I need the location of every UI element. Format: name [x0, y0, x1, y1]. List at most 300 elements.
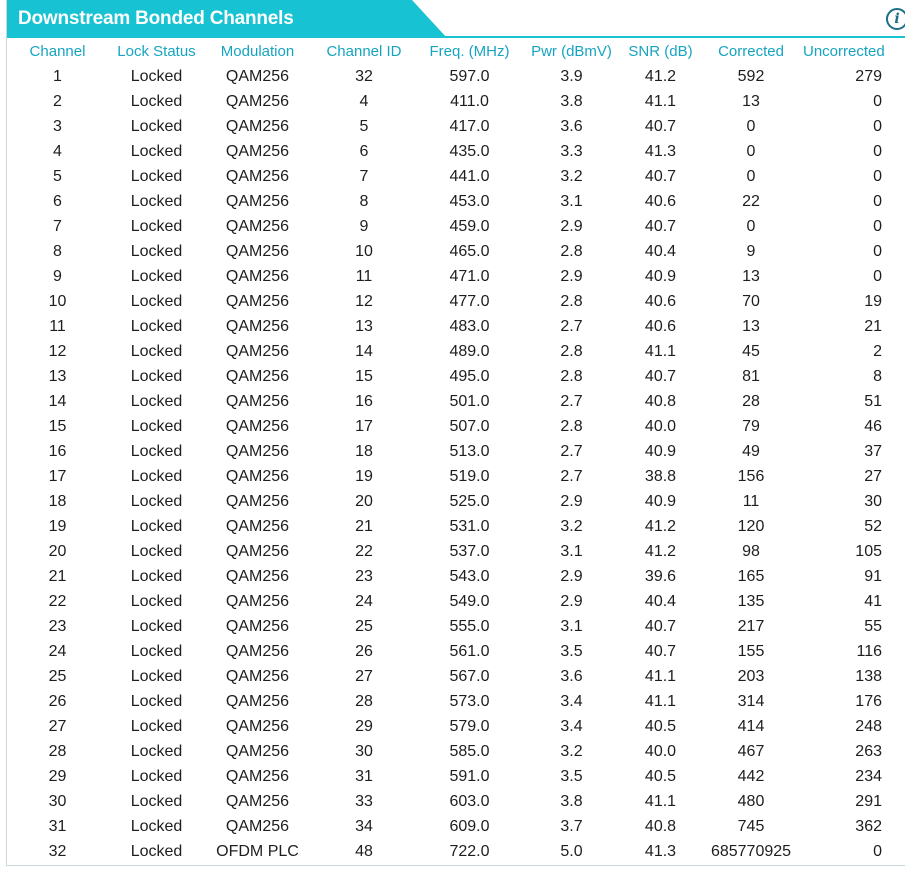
cell-channel-id: 12 — [355, 292, 373, 310]
cell-modulation: QAM256 — [225, 417, 290, 435]
cell-power: 2.7 — [560, 392, 583, 410]
cell-modulation: QAM256 — [225, 667, 290, 685]
cell-snr: 40.7 — [644, 117, 677, 135]
cell-channel: 27 — [48, 717, 67, 735]
cell-modulation: QAM256 — [225, 67, 290, 85]
table-row — [7, 514, 905, 539]
cell-channel-id: 28 — [355, 692, 373, 710]
cell-channel-id: 22 — [355, 542, 373, 560]
cell-modulation: QAM256 — [225, 617, 290, 635]
cell-channel-id: 31 — [355, 767, 373, 785]
cell-channel-id: 13 — [355, 317, 373, 335]
cell-channel-id: 17 — [355, 417, 373, 435]
cell-channel: 10 — [48, 292, 67, 310]
cell-uncorrected: 362 — [855, 817, 882, 835]
cell-power: 3.1 — [560, 617, 583, 635]
cell-uncorrected: 263 — [855, 742, 882, 760]
table-row — [7, 139, 905, 164]
cell-snr: 40.7 — [644, 617, 677, 635]
cell-uncorrected: 279 — [855, 67, 882, 85]
cell-channel-id: 29 — [355, 717, 373, 735]
cell-corrected: 165 — [737, 567, 765, 585]
cell-modulation: QAM256 — [225, 542, 290, 560]
cell-modulation: QAM256 — [225, 217, 290, 235]
cell-channel-id: 32 — [355, 67, 373, 85]
table-row — [7, 239, 905, 264]
cell-frequency: 603.0 — [449, 792, 490, 810]
cell-corrected: 11 — [742, 492, 760, 510]
cell-power: 2.9 — [560, 267, 583, 285]
table-row — [7, 664, 905, 689]
cell-corrected: 414 — [737, 717, 765, 735]
cell-corrected: 13 — [742, 92, 760, 110]
cell-modulation: QAM256 — [225, 117, 290, 135]
cell-frequency: 459.0 — [449, 217, 490, 235]
cell-channel: 26 — [48, 692, 67, 710]
table-row — [7, 839, 905, 865]
cell-power: 3.2 — [560, 167, 583, 185]
cell-snr: 40.5 — [644, 717, 677, 735]
cell-uncorrected: 0 — [873, 117, 882, 135]
cell-lock-status: Locked — [130, 317, 183, 335]
cell-channel-id: 11 — [355, 267, 373, 285]
cell-lock-status: Locked — [130, 342, 183, 360]
cell-frequency: 483.0 — [449, 317, 490, 335]
cell-modulation: QAM256 — [225, 317, 290, 335]
cell-modulation: QAM256 — [225, 367, 290, 385]
cell-modulation: QAM256 — [225, 292, 290, 310]
cell-frequency: 417.0 — [449, 117, 490, 135]
cell-corrected: 480 — [737, 792, 765, 810]
cell-frequency: 507.0 — [449, 417, 490, 435]
cell-lock-status: Locked — [130, 167, 183, 185]
cell-frequency: 573.0 — [449, 692, 490, 710]
cell-power: 5.0 — [560, 843, 583, 860]
cell-lock-status: Locked — [130, 367, 183, 385]
cell-channel-id: 33 — [355, 792, 373, 810]
cell-channel-id: 18 — [355, 442, 373, 460]
cell-snr: 41.1 — [644, 667, 677, 685]
cell-lock-status: Locked — [130, 767, 183, 785]
cell-lock-status: Locked — [130, 467, 183, 485]
cell-channel-id: 26 — [355, 642, 373, 660]
cell-lock-status: Locked — [130, 542, 183, 560]
downstream-panel — [6, 0, 905, 866]
cell-snr: 41.1 — [644, 92, 677, 110]
cell-corrected: 314 — [737, 692, 765, 710]
header-frequency: Freq. (MHz) — [429, 43, 510, 60]
cell-power: 3.4 — [560, 692, 583, 710]
cell-channel: 8 — [53, 242, 62, 260]
table-row — [7, 714, 905, 739]
table-row — [7, 64, 905, 89]
cell-lock-status: Locked — [130, 217, 183, 235]
cell-corrected: 81 — [742, 367, 760, 385]
cell-modulation: QAM256 — [225, 492, 290, 510]
table-row — [7, 389, 905, 414]
cell-frequency: 501.0 — [449, 392, 490, 410]
cell-modulation: OFDM PLC — [216, 843, 299, 860]
cell-channel-id: 20 — [355, 492, 373, 510]
cell-snr: 40.7 — [644, 167, 677, 185]
cell-channel: 25 — [48, 667, 67, 685]
cell-frequency: 477.0 — [449, 292, 490, 310]
cell-corrected: 467 — [737, 742, 765, 760]
cell-channel: 6 — [53, 192, 62, 210]
cell-channel-id: 27 — [355, 667, 373, 685]
cell-frequency: 722.0 — [449, 843, 490, 860]
cell-corrected: 45 — [742, 342, 760, 360]
table-row — [7, 539, 905, 564]
cell-modulation: QAM256 — [225, 817, 290, 835]
cell-frequency: 513.0 — [449, 442, 490, 460]
cell-snr: 40.9 — [644, 492, 677, 510]
table-row — [7, 339, 905, 364]
cell-snr: 38.8 — [644, 467, 677, 485]
cell-power: 2.9 — [560, 217, 583, 235]
cell-frequency: 489.0 — [449, 342, 490, 360]
table-row — [7, 439, 905, 464]
cell-channel-id: 4 — [359, 92, 369, 110]
cell-lock-status: Locked — [130, 267, 183, 285]
cell-channel: 2 — [53, 92, 62, 110]
cell-power: 2.7 — [560, 317, 583, 335]
cell-channel-id: 14 — [355, 342, 373, 360]
cell-corrected: 203 — [737, 667, 765, 685]
cell-frequency: 465.0 — [449, 242, 490, 260]
cell-lock-status: Locked — [130, 292, 183, 310]
table-row — [7, 114, 905, 139]
cell-corrected: 592 — [737, 67, 765, 85]
cell-channel-id: 6 — [359, 142, 369, 160]
cell-corrected: 13 — [742, 267, 760, 285]
cell-modulation: QAM256 — [225, 342, 290, 360]
cell-channel-id: 7 — [359, 167, 369, 185]
cell-modulation: QAM256 — [225, 142, 290, 160]
cell-uncorrected: 0 — [873, 843, 882, 860]
cell-frequency: 411.0 — [450, 92, 489, 110]
table-row — [7, 314, 905, 339]
cell-modulation: QAM256 — [225, 442, 290, 460]
cell-frequency: 567.0 — [449, 667, 490, 685]
cell-modulation: QAM256 — [225, 642, 290, 660]
cell-channel-id: 10 — [355, 242, 373, 260]
cell-channel-id: 21 — [355, 517, 373, 535]
cell-power: 3.2 — [560, 742, 583, 760]
cell-corrected: 135 — [737, 592, 765, 610]
cell-channel: 19 — [48, 517, 67, 535]
header-corrected: Corrected — [718, 43, 784, 60]
header-lock-status: Lock Status — [117, 43, 196, 60]
cell-channel: 12 — [48, 342, 67, 360]
cell-modulation: QAM256 — [225, 392, 290, 410]
cell-frequency: 471.0 — [449, 267, 490, 285]
cell-channel: 32 — [48, 843, 67, 860]
cell-frequency: 519.0 — [449, 467, 490, 485]
cell-channel: 16 — [48, 442, 67, 460]
cell-channel-id: 9 — [359, 217, 369, 235]
cell-corrected: 13 — [742, 317, 760, 335]
cell-uncorrected: 51 — [864, 392, 882, 410]
cell-snr: 40.0 — [644, 742, 677, 760]
table-row — [7, 564, 905, 589]
table-row — [7, 164, 905, 189]
cell-power: 2.9 — [560, 492, 583, 510]
table-row — [7, 489, 905, 514]
cell-channel-id: 23 — [355, 567, 373, 585]
cell-channel-id: 15 — [355, 367, 373, 385]
cell-power: 2.8 — [560, 292, 583, 310]
cell-frequency: 555.0 — [449, 617, 490, 635]
cell-power: 3.9 — [560, 67, 583, 85]
cell-corrected: 70 — [742, 292, 760, 310]
cell-power: 3.1 — [560, 192, 583, 210]
cell-modulation: QAM256 — [225, 167, 290, 185]
table-row — [7, 189, 905, 214]
table-row — [7, 364, 905, 389]
cell-lock-status: Locked — [130, 392, 183, 410]
cell-channel-id: 16 — [355, 392, 373, 410]
cell-uncorrected: 234 — [855, 767, 882, 785]
cell-snr: 40.5 — [644, 767, 677, 785]
cell-lock-status: Locked — [130, 692, 183, 710]
cell-lock-status: Locked — [130, 517, 183, 535]
cell-corrected: 0 — [746, 167, 756, 185]
cell-channel-id: 34 — [355, 817, 373, 835]
table-row — [7, 414, 905, 439]
table-row — [7, 614, 905, 639]
cell-lock-status: Locked — [130, 442, 183, 460]
table-row — [7, 789, 905, 814]
cell-channel-id: 25 — [355, 617, 373, 635]
cell-uncorrected: 21 — [864, 317, 882, 335]
cell-snr: 41.1 — [644, 792, 677, 810]
cell-uncorrected: 0 — [873, 92, 882, 110]
cell-lock-status: Locked — [130, 717, 183, 735]
table-row — [7, 739, 905, 764]
cell-uncorrected: 2 — [873, 342, 882, 360]
cell-modulation: QAM256 — [225, 267, 290, 285]
cell-lock-status: Locked — [130, 667, 183, 685]
cell-power: 3.6 — [560, 117, 583, 135]
cell-snr: 41.1 — [644, 342, 677, 360]
cell-channel-id: 24 — [355, 592, 373, 610]
cell-power: 3.7 — [560, 817, 583, 835]
cell-channel: 29 — [48, 767, 67, 785]
cell-uncorrected: 55 — [864, 617, 882, 635]
cell-snr: 40.0 — [644, 417, 677, 435]
cell-channel: 9 — [53, 267, 62, 285]
cell-uncorrected: 0 — [873, 192, 882, 210]
header-snr: SNR (dB) — [628, 43, 693, 60]
cell-frequency: 441.0 — [449, 167, 490, 185]
cell-channel-id: 30 — [355, 742, 373, 760]
cell-uncorrected: 30 — [864, 492, 882, 510]
cell-frequency: 435.0 — [449, 142, 490, 160]
header-channel-id: Channel ID — [326, 43, 402, 60]
table-body — [7, 64, 905, 865]
cell-power: 3.8 — [560, 92, 583, 110]
table-header-row — [7, 39, 905, 64]
cell-corrected: 79 — [742, 417, 760, 435]
cell-corrected: 22 — [742, 192, 760, 210]
cell-modulation: QAM256 — [225, 567, 290, 585]
info-icon[interactable]: i — [886, 8, 905, 30]
cell-uncorrected: 0 — [873, 242, 882, 260]
cell-modulation: QAM256 — [225, 242, 290, 260]
cell-uncorrected: 291 — [855, 792, 882, 810]
cell-channel: 21 — [48, 567, 67, 585]
cell-modulation: QAM256 — [225, 742, 290, 760]
cell-power: 3.3 — [560, 142, 583, 160]
cell-power: 3.8 — [560, 792, 583, 810]
cell-lock-status: Locked — [130, 417, 183, 435]
cell-snr: 41.2 — [644, 67, 677, 85]
cell-channel: 7 — [53, 217, 62, 235]
cell-modulation: QAM256 — [225, 592, 290, 610]
cell-channel-id: 8 — [359, 192, 369, 210]
cell-power: 3.5 — [560, 642, 583, 660]
cell-corrected: 156 — [737, 467, 765, 485]
header-divider — [437, 36, 905, 38]
cell-corrected: 745 — [737, 817, 765, 835]
cell-uncorrected: 0 — [873, 217, 882, 235]
cell-uncorrected: 91 — [864, 567, 882, 585]
table-row — [7, 214, 905, 239]
cell-frequency: 585.0 — [449, 742, 490, 760]
header-uncorrected: Uncorrected — [803, 43, 885, 60]
cell-uncorrected: 27 — [864, 467, 882, 485]
cell-power: 2.8 — [560, 242, 583, 260]
cell-channel: 5 — [53, 167, 62, 185]
cell-lock-status: Locked — [130, 67, 183, 85]
table-row — [7, 639, 905, 664]
cell-frequency: 453.0 — [449, 192, 490, 210]
cell-corrected: 442 — [737, 767, 765, 785]
cell-uncorrected: 0 — [873, 142, 882, 160]
panel-header — [7, 0, 905, 38]
cell-modulation: QAM256 — [225, 717, 290, 735]
cell-lock-status: Locked — [130, 817, 183, 835]
cell-snr: 40.7 — [644, 642, 677, 660]
cell-power: 3.2 — [560, 517, 583, 535]
table-row — [7, 464, 905, 489]
cell-uncorrected: 105 — [855, 542, 882, 560]
cell-uncorrected: 0 — [873, 267, 882, 285]
table-row — [7, 89, 905, 114]
cell-snr: 40.8 — [644, 817, 677, 835]
cell-corrected: 28 — [742, 392, 760, 410]
cell-channel: 30 — [48, 792, 67, 810]
cell-power: 2.8 — [560, 417, 583, 435]
cell-corrected: 9 — [746, 242, 756, 260]
cell-lock-status: Locked — [130, 92, 183, 110]
cell-modulation: QAM256 — [225, 692, 290, 710]
cell-uncorrected: 116 — [856, 642, 882, 660]
cell-corrected: 0 — [746, 217, 756, 235]
cell-snr: 39.6 — [644, 567, 677, 585]
cell-snr: 40.7 — [644, 217, 677, 235]
cell-modulation: QAM256 — [225, 767, 290, 785]
cell-channel: 3 — [53, 117, 62, 135]
cell-power: 3.1 — [560, 542, 583, 560]
cell-uncorrected: 46 — [864, 417, 882, 435]
table-row — [7, 689, 905, 714]
cell-channel: 23 — [48, 617, 67, 635]
cell-uncorrected: 8 — [873, 367, 882, 385]
cell-modulation: QAM256 — [225, 517, 290, 535]
cell-modulation: QAM256 — [225, 467, 290, 485]
cell-power: 2.8 — [560, 367, 583, 385]
cell-modulation: QAM256 — [225, 92, 290, 110]
cell-frequency: 531.0 — [449, 517, 490, 535]
cell-lock-status: Locked — [130, 192, 183, 210]
cell-power: 2.8 — [560, 342, 583, 360]
cell-snr: 40.6 — [644, 192, 677, 210]
header-power: Pwr (dBmV) — [531, 43, 612, 60]
cell-corrected: 217 — [737, 617, 765, 635]
cell-power: 2.9 — [560, 592, 583, 610]
cell-lock-status: Locked — [130, 642, 183, 660]
cell-channel: 13 — [48, 367, 67, 385]
cell-channel: 18 — [48, 492, 67, 510]
cell-corrected: 155 — [737, 642, 765, 660]
table-row — [7, 589, 905, 614]
cell-uncorrected: 248 — [855, 717, 882, 735]
cell-uncorrected: 41 — [864, 592, 882, 610]
cell-corrected: 0 — [746, 117, 756, 135]
cell-snr: 40.8 — [644, 392, 677, 410]
cell-uncorrected: 176 — [855, 692, 882, 710]
cell-power: 2.9 — [560, 567, 583, 585]
cell-lock-status: Locked — [130, 142, 183, 160]
cell-channel-id: 19 — [355, 467, 373, 485]
cell-power: 2.7 — [560, 442, 583, 460]
cell-lock-status: Locked — [130, 492, 183, 510]
cell-frequency: 591.0 — [449, 767, 490, 785]
cell-lock-status: Locked — [130, 567, 183, 585]
cell-corrected: 685770925 — [710, 843, 792, 860]
table-row — [7, 264, 905, 289]
cell-power: 3.4 — [560, 717, 583, 735]
channels-table — [7, 39, 905, 865]
panel-title: Downstream Bonded Channels — [18, 8, 294, 29]
cell-lock-status: Locked — [130, 117, 183, 135]
cell-snr: 40.6 — [644, 292, 677, 310]
table-row — [7, 289, 905, 314]
cell-snr: 40.4 — [644, 592, 677, 610]
cell-channel: 1 — [53, 67, 62, 85]
cell-frequency: 549.0 — [449, 592, 490, 610]
cell-frequency: 537.0 — [449, 542, 490, 560]
cell-power: 2.7 — [560, 467, 583, 485]
cell-power: 3.6 — [560, 667, 583, 685]
cell-corrected: 120 — [737, 517, 765, 535]
cell-frequency: 579.0 — [449, 717, 490, 735]
cell-snr: 40.7 — [644, 367, 677, 385]
cell-snr: 41.3 — [644, 142, 677, 160]
cell-channel-id: 5 — [359, 117, 369, 135]
cell-uncorrected: 37 — [864, 442, 882, 460]
cell-corrected: 49 — [742, 442, 760, 460]
header-modulation: Modulation — [220, 43, 295, 60]
cell-uncorrected: 52 — [864, 517, 882, 535]
cell-channel: 24 — [48, 642, 67, 660]
cell-channel: 4 — [53, 142, 62, 160]
cell-lock-status: Locked — [130, 242, 183, 260]
cell-snr: 41.3 — [644, 843, 677, 860]
cell-modulation: QAM256 — [225, 792, 290, 810]
